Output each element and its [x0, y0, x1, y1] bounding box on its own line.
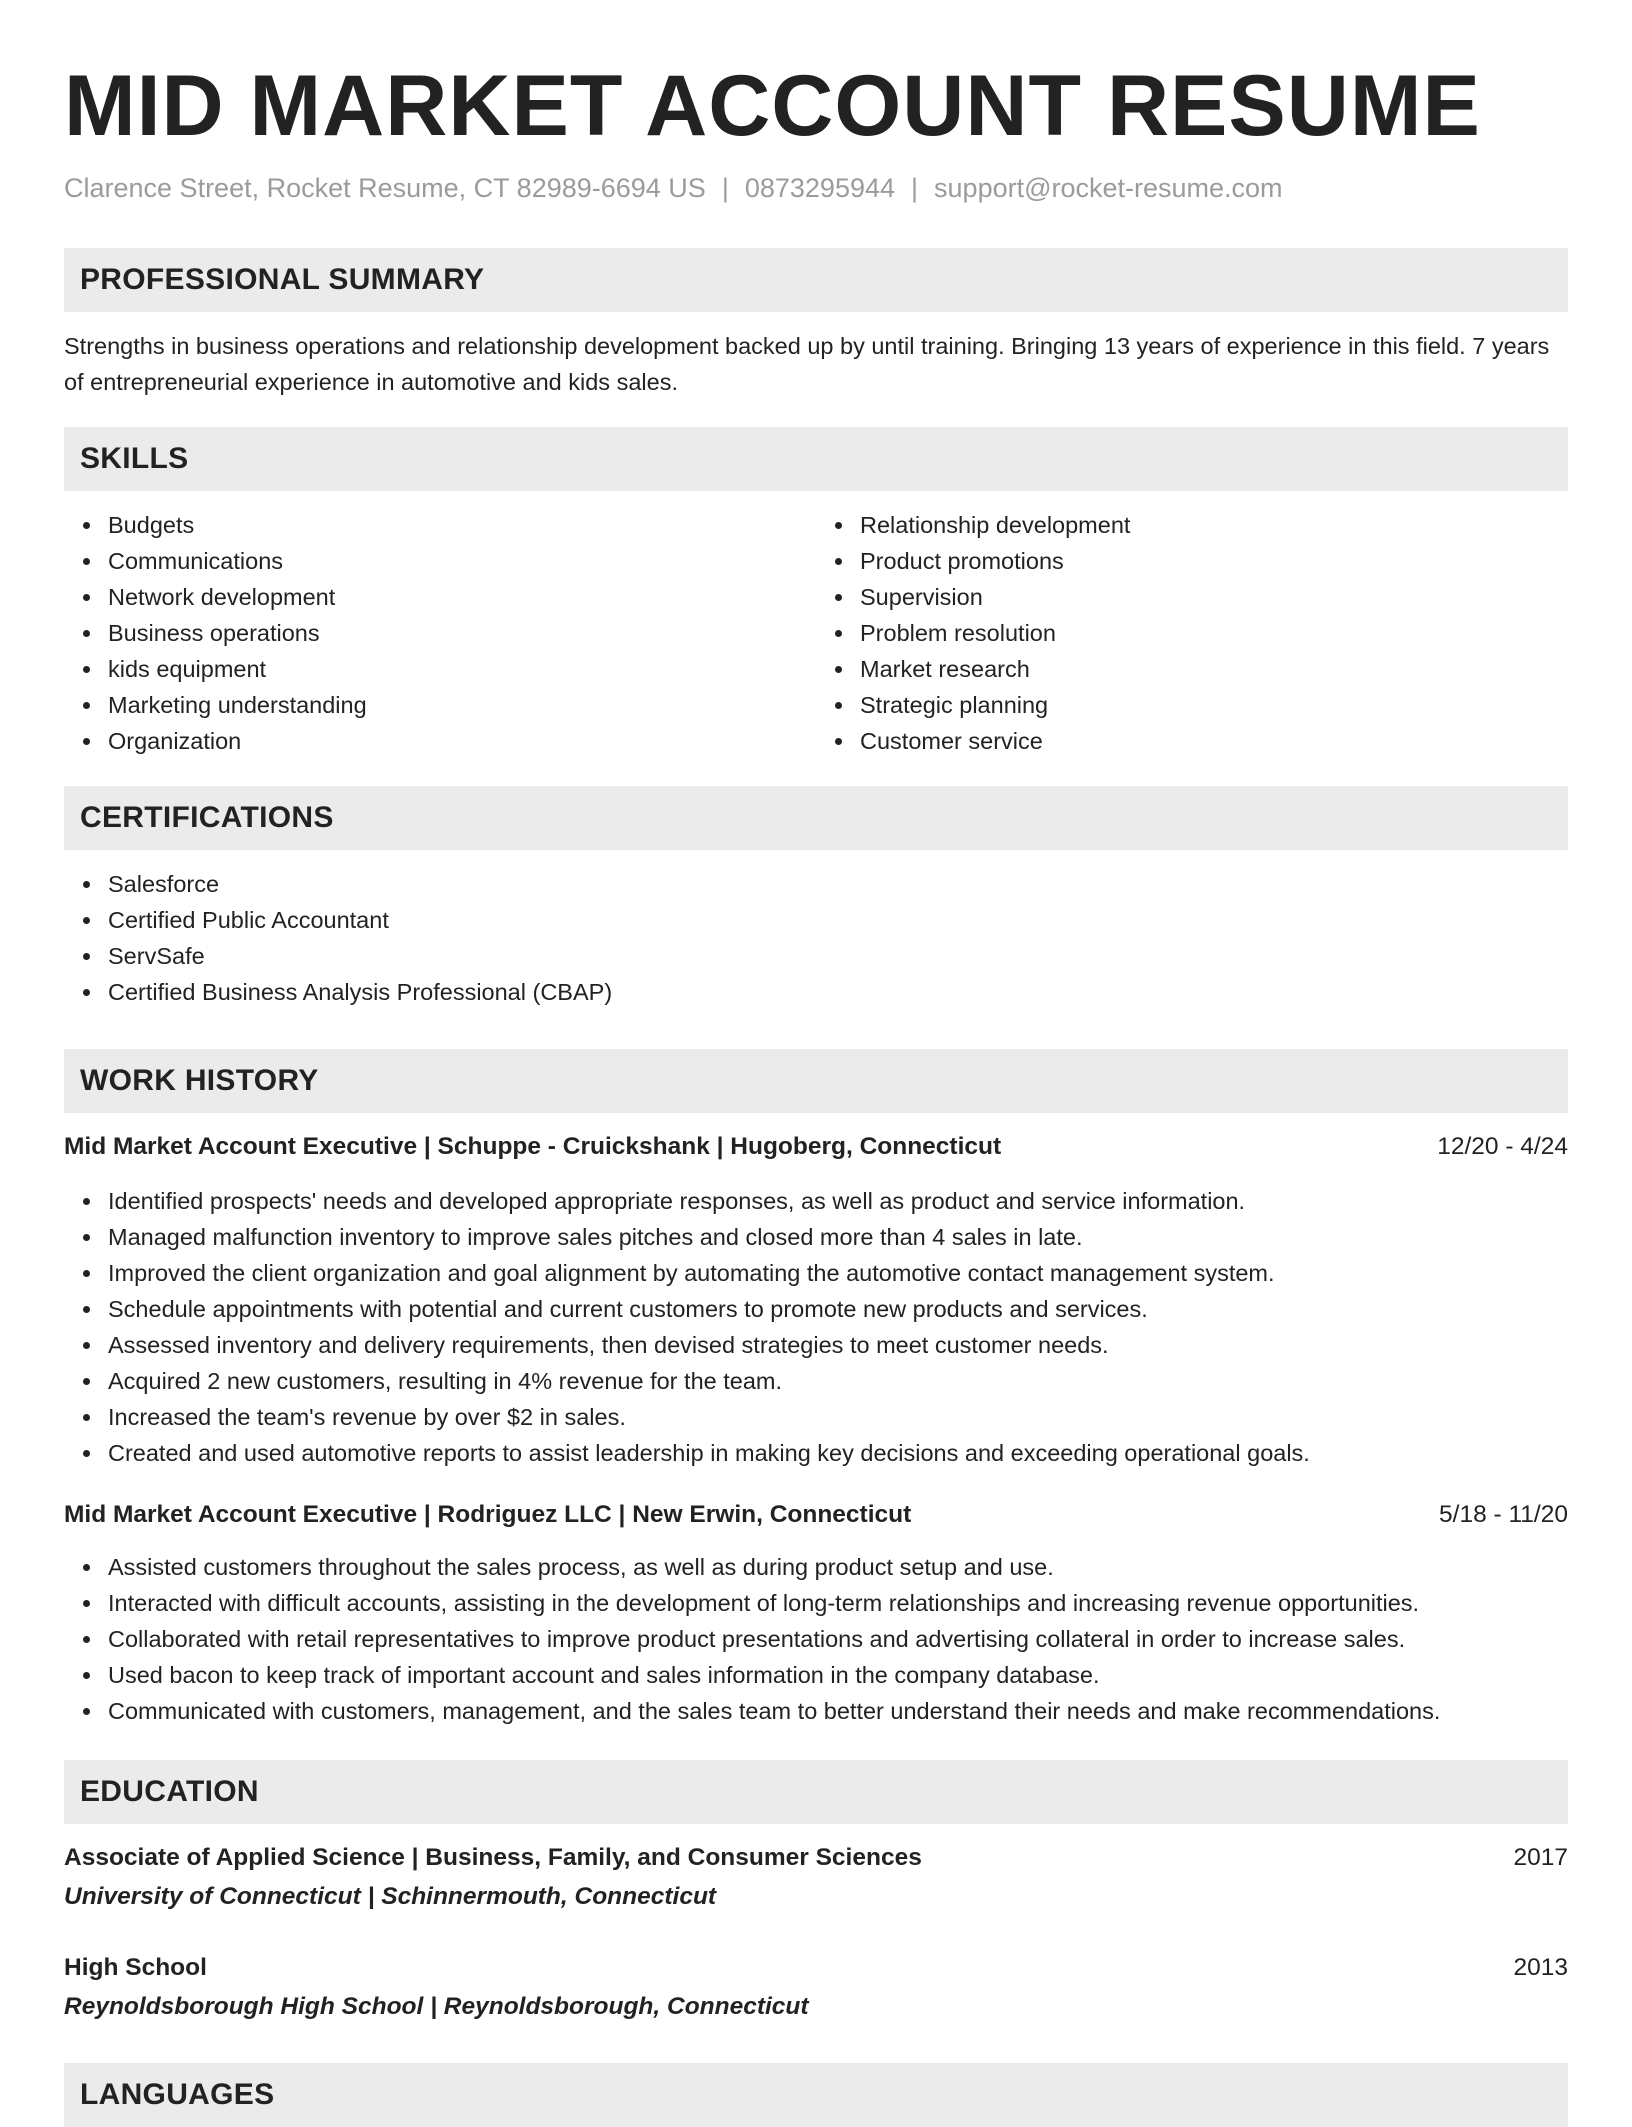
contact-line [64, 170, 1568, 206]
education-heading [64, 1950, 1568, 1986]
job-bullet: Schedule appointments with potential and current customers to promote new products and services. [108, 1291, 1568, 1327]
skills-column-left [64, 507, 816, 759]
skill-item: Strategic planning [860, 687, 1568, 723]
resume-title: MID MARKET ACCOUNT RESUME [64, 58, 1481, 154]
job-bullets [64, 1183, 1568, 1471]
certification-item: Certified Business Analysis Professional (CBAP) [108, 974, 1568, 1010]
section-header-summary: PROFESSIONAL SUMMARY [64, 248, 1568, 312]
skill-item: Relationship development [860, 507, 1568, 543]
contact-address: Clarence Street, Rocket Resume, CT 82989-6694 US [64, 173, 706, 203]
skill-item: Customer service [860, 723, 1568, 759]
job-bullets [64, 1549, 1568, 1729]
skill-item: kids equipment [108, 651, 816, 687]
job-heading [64, 1497, 1568, 1533]
education-heading [64, 1840, 1568, 1876]
skills-list [64, 507, 1568, 759]
job-bullet: Assessed inventory and delivery requirements, then devised strategies to meet customer needs. [108, 1327, 1568, 1363]
job-bullet: Managed malfunction inventory to improve sales pitches and closed more than 4 sales in late. [108, 1219, 1568, 1255]
certifications-list [64, 866, 1568, 1010]
certification-item: Certified Public Accountant [108, 902, 1568, 938]
skill-item: Product promotions [860, 543, 1568, 579]
job-bullet: Improved the client organization and goal alignment by automating the automotive contact management system. [108, 1255, 1568, 1291]
job-bullet: Acquired 2 new customers, resulting in 4% revenue for the team. [108, 1363, 1568, 1399]
job-title: Mid Market Account Executive | Rodriguez LLC | New Erwin, Connecticut [64, 1501, 912, 1528]
skill-item: Budgets [108, 507, 816, 543]
education-school: University of Connecticut | Schinnermouth, Connecticut [64, 1883, 717, 1910]
skill-item: Business operations [108, 615, 816, 651]
job-bullet: Identified prospects' needs and developed appropriate responses, as well as product and service information. [108, 1183, 1568, 1219]
job-bullet: Assisted customers throughout the sales process, as well as during product setup and use. [108, 1549, 1568, 1585]
contact-separator: | [911, 173, 919, 203]
job-dates: 12/20 - 4/24 [1437, 1133, 1568, 1160]
job-dates: 5/18 - 11/20 [1439, 1501, 1568, 1528]
section-header-skills: SKILLS [64, 427, 1568, 491]
skill-item: Organization [108, 723, 816, 759]
education-degree: Associate of Applied Science | Business, Family, and Consumer Sciences [64, 1844, 922, 1871]
skill-item: Marketing understanding [108, 687, 816, 723]
job-entry [64, 1129, 1568, 1471]
certification-item: ServSafe [108, 938, 1568, 974]
section-header-languages: LANGUAGES [64, 2063, 1568, 2127]
skill-item: Communications [108, 543, 816, 579]
section-header-work-history: WORK HISTORY [64, 1049, 1568, 1113]
job-entry [64, 1497, 1568, 1729]
summary-text: Strengths in business operations and relationship development backed up by until training. Bringing 13 years of experience in this field. 7 years of entrepreneurial experience in automotive and kids sales. [64, 333, 1550, 395]
contact-email[interactable]: support@rocket-resume.com [934, 173, 1283, 203]
skill-item: Market research [860, 651, 1568, 687]
education-year: 2013 [1513, 1954, 1568, 1981]
contact-separator: | [721, 173, 729, 203]
job-bullet: Increased the team's revenue by over $2 in sales. [108, 1399, 1568, 1435]
job-bullet: Collaborated with retail representatives to improve product presentations and advertising collateral in order to increase sales. [108, 1621, 1568, 1657]
job-title: Mid Market Account Executive | Schuppe - Cruickshank | Hugoberg, Connecticut [64, 1133, 1002, 1160]
job-bullet: Created and used automotive reports to assist leadership in making key decisions and exceeding operational goals. [108, 1435, 1568, 1471]
skills-column-right [816, 507, 1568, 759]
job-bullet: Communicated with customers, management, and the sales team to better understand their needs and make recommendations. [108, 1693, 1568, 1729]
certification-item: Salesforce [108, 866, 1568, 902]
skill-item: Problem resolution [860, 615, 1568, 651]
education-year: 2017 [1513, 1844, 1568, 1871]
education-entry [64, 1840, 1568, 1915]
job-bullet: Used bacon to keep track of important account and sales information in the company database. [108, 1657, 1568, 1693]
education-school: Reynoldsborough High School | Reynoldsborough, Connecticut [64, 1993, 809, 2020]
education-entry [64, 1950, 1568, 2025]
contact-phone: 0873295944 [744, 173, 896, 203]
job-heading [64, 1129, 1568, 1165]
job-bullet: Interacted with difficult accounts, assisting in the development of long-term relationships and increasing revenue opportunities. [108, 1585, 1568, 1621]
skill-item: Network development [108, 579, 816, 615]
section-header-education: EDUCATION [64, 1760, 1568, 1824]
education-degree: High School [64, 1954, 207, 1981]
section-header-certifications: CERTIFICATIONS [64, 786, 1568, 850]
skill-item: Supervision [860, 579, 1568, 615]
